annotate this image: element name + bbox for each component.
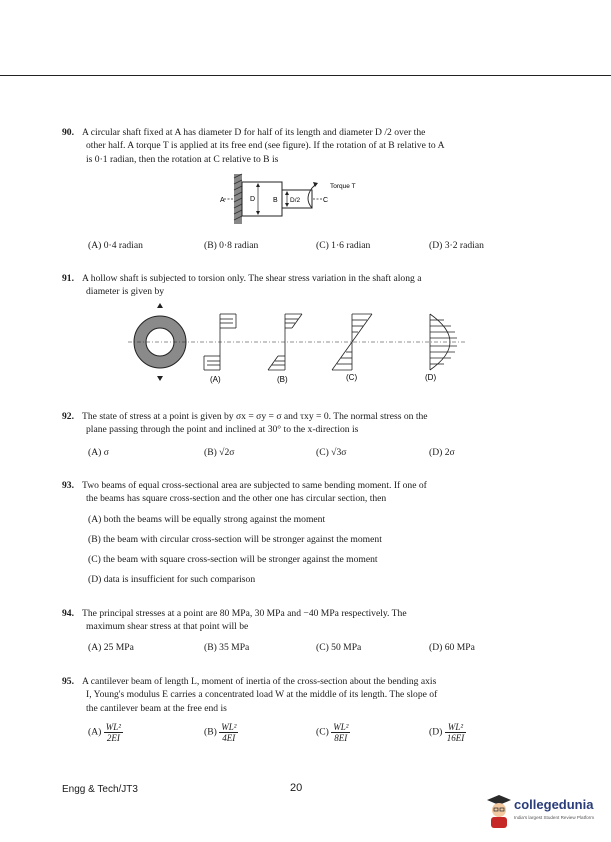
question-91 — [62, 272, 544, 299]
question-90 — [62, 126, 544, 166]
label-c: C — [323, 197, 329, 204]
student-avatar-icon — [486, 793, 512, 829]
brand-name: collegedunia — [514, 797, 594, 812]
label-b: B — [273, 197, 278, 204]
q93-option-a: (A) both the beams will be equally strong against the moment — [88, 514, 326, 525]
stress-distribution-figure — [120, 300, 480, 388]
q93-option-d: (D) data is insufficient for such comparison — [88, 574, 256, 585]
label-a: (A) — [210, 375, 221, 384]
question-text: A circular shaft fixed at A has diameter D for half of its length and diameter D /2 over the — [82, 127, 426, 138]
question-text: is 0·1 radian, then the rotation at C relative to B is — [86, 153, 279, 165]
question-number: 93. — [62, 480, 74, 491]
question-text: plane passing through the point and inclined at 30° to the x-direction is — [86, 424, 359, 436]
label-b: (B) — [277, 375, 288, 384]
q94-option-a: (A) 25 MPa — [88, 642, 134, 653]
q94-option-c: (C) 50 MPa — [316, 642, 362, 653]
question-text: A hollow shaft is subjected to torsion only. The shear stress variation in the shaft along a — [82, 273, 422, 284]
option-label: (A) — [88, 726, 102, 738]
question-number: 95. — [62, 676, 74, 687]
q90-option-a: (A) 0·4 radian — [88, 240, 143, 251]
question-text: diameter is given by — [86, 286, 165, 298]
question-text: The state of stress at a point is given by σx = σy = σ and τxy = 0. The normal stress on the — [82, 411, 428, 422]
q94-option-b: (B) 35 MPa — [204, 642, 250, 653]
distribution-a — [204, 314, 236, 370]
page-number: 20 — [290, 782, 303, 794]
question-93 — [62, 479, 544, 506]
q90-option-b: (B) 0·8 radian — [204, 240, 259, 251]
q95-option-a — [88, 722, 123, 743]
question-text: maximum shear stress at that point will be — [86, 621, 249, 633]
option-label: (B) — [204, 726, 217, 738]
q92-option-d: (D) 2σ — [429, 447, 455, 458]
footer-code: Engg & Tech/JT3 — [62, 784, 138, 795]
q95-option-b — [204, 722, 238, 743]
option-label: (C) — [316, 726, 329, 738]
q92-option-b: (B) √2σ — [204, 447, 235, 458]
option-label: (D) — [429, 726, 443, 738]
label-d-half: D/2 — [290, 197, 301, 204]
option-fraction: $\frac{\text{WL²}}{16EI}$ — [446, 722, 465, 743]
question-text: other half. A torque T is applied at its free end (see figure). If the rotation of at B relative to A — [86, 140, 445, 152]
question-92 — [62, 410, 544, 437]
question-text: A cantilever beam of length L, moment of inertia of the cross-section about the bending axis — [82, 676, 437, 687]
q95-option-d — [429, 722, 466, 743]
question-text: the beams has square cross-section and the other one has circular section, then — [86, 493, 387, 505]
question-94 — [62, 607, 544, 634]
q94-option-d: (D) 60 MPa — [429, 642, 475, 653]
q93-option-c: (C) the beam with square cross-section will be stronger against the moment — [88, 554, 378, 565]
label-d: D — [250, 196, 256, 203]
q90-option-d: (D) 3·2 radian — [429, 240, 484, 251]
question-number: 92. — [62, 411, 74, 422]
q95-option-c — [316, 722, 350, 743]
option-fraction: $\frac{\text{WL²}}{8EI}$ — [333, 722, 349, 743]
header-rule — [0, 75, 611, 76]
question-number: 90. — [62, 127, 74, 138]
label-torque: Torque T — [330, 183, 356, 190]
question-text: the cantilever beam at the free end is — [86, 702, 227, 714]
question-number: 94. — [62, 608, 74, 619]
label-a: A — [220, 197, 225, 204]
q92-option-a: (A) σ — [88, 447, 109, 458]
label-c: (C) — [346, 373, 358, 382]
question-text: The principal stresses at a point are 80 MPa, 30 MPa and −40 MPa respectively. The — [82, 608, 407, 619]
question-95 — [62, 675, 544, 715]
option-fraction: $\frac{\text{WL²}}{2EI}$ — [105, 722, 121, 743]
q90-option-c: (C) 1·6 radian — [316, 240, 371, 251]
q92-option-c: (C) √3σ — [316, 447, 347, 458]
brand-logo[interactable] — [484, 793, 610, 833]
shaft-figure — [220, 172, 330, 230]
brand-tagline: India's largest Student Review Platform — [514, 815, 595, 820]
label-d: (D) — [425, 373, 437, 382]
question-text: I, Young's modulus E carries a concentrated load W at the middle of its length. The slope of — [86, 689, 438, 701]
q93-option-b: (B) the beam with circular cross-section will be stronger against the moment — [88, 534, 382, 545]
question-text: Two beams of equal cross-sectional area are subjected to same bending moment. If one of — [82, 480, 427, 491]
question-number: 91. — [62, 273, 74, 284]
torque-label-box — [330, 180, 370, 192]
option-fraction: $\frac{\text{WL²}}{4EI}$ — [221, 722, 237, 743]
